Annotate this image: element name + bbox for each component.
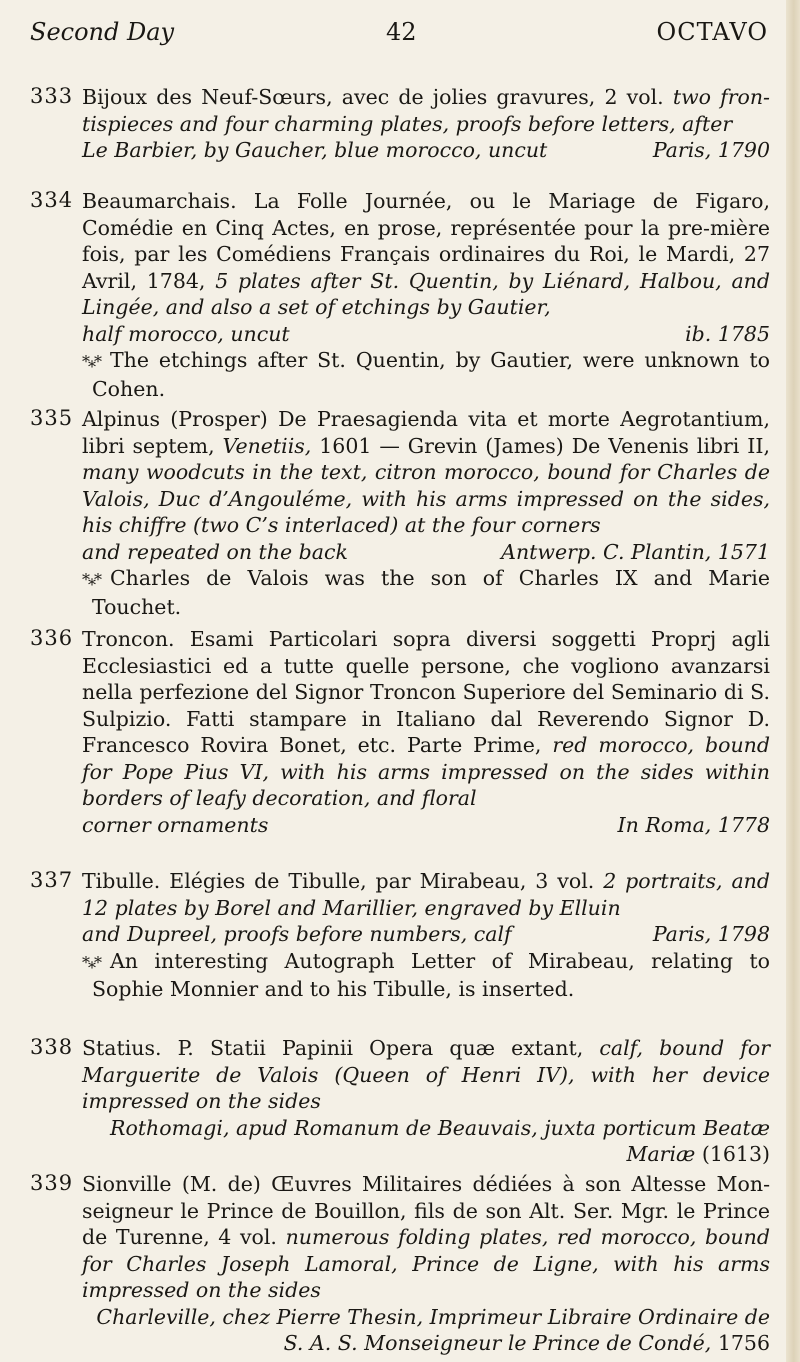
lot-details: numerous folding plates, red morocco, bound for Charles Joseph Lamoral, Prince de Ligne, with his arms impressed on the sides	[82, 1225, 770, 1302]
lot-entry	[30, 868, 770, 1003]
imprint-text: Paris, 1798	[652, 922, 770, 946]
lot-details: 5 plates after St. Quentin, by Liénard, Halbou, and Lingée, and also a set of etchings by Gautier,	[82, 268, 770, 319]
lot-description	[82, 188, 770, 402]
imprint-text: Rothomagi, apud Romanum de Beauvais, juxta porticum Beatæ Mariæ	[110, 1115, 770, 1166]
lot-description	[82, 84, 770, 164]
note-text: The etchings after St. Quentin, by Gautier, were unknown to Cohen.	[92, 348, 770, 401]
lot-description	[82, 626, 770, 838]
lot-title: Tibulle. Elégies de Tibulle, par Mirabeau, 3 vol.	[82, 869, 595, 893]
lot-details: 2 portraits, and 12 plates by Borel and Marillier, engraved by Elluin	[82, 869, 770, 920]
lot-entry	[30, 84, 770, 164]
lot-title: Troncon. Esami Particolari sopra diversi soggetti Proprj agli Ecclesiastici ed a tutte quelle persone, che vogliono avanzarsi nella perfezione del Signor Troncon Superiore del Seminario di S. Sulpizio. Fatti stampare in Italiano dal Reverendo Signor D. Francesco Rovira Bonet, etc. Parte Prime,	[82, 627, 770, 757]
imprint-line	[82, 1115, 770, 1168]
lot-details: two fron-tispieces and four charming plates, proofs before letters, after	[82, 85, 770, 136]
lot-entry	[30, 1035, 770, 1168]
lot-number: 333	[30, 84, 74, 108]
lot-entry	[30, 626, 770, 838]
imprint-year: (1613)	[701, 1142, 770, 1166]
lot-note	[82, 347, 770, 402]
lot-title: Sionville (M. de) Œuvres Militaires dédiées à son Altesse Mon-seigneur le Prince de Bouillon, fils de son Alt. Ser. Mgr. le Prince de Turenne, 4 vol.	[82, 1172, 770, 1249]
asterism-icon: *⁎*	[82, 952, 100, 972]
page-number: 42	[386, 18, 417, 46]
lot-details: red morocco, bound for Pope Pius VI, with his arms impressed on the sides within borders of leafy decoration, and floral	[82, 733, 770, 810]
imprint-line	[82, 321, 770, 348]
imprint-text: ib. 1785	[685, 321, 770, 346]
binding-text: half morocco, uncut	[82, 321, 290, 346]
lot-entry	[30, 188, 770, 402]
lot-number: 337	[30, 868, 74, 892]
lot-details: many woodcuts in the text, citron morocco, bound for Charles de Valois, Duc d’Angouléme, with his arms impressed on the sides, his chiffre (two C’s interlaced) at the four corners	[82, 460, 770, 537]
asterism-icon: *⁎*	[82, 570, 100, 589]
lot-description	[82, 406, 770, 620]
lot-number: 335	[30, 406, 74, 430]
imprint-year: 1756	[717, 1331, 770, 1355]
lot-note	[82, 565, 770, 620]
lot-number: 338	[30, 1035, 74, 1059]
day-label: Second Day	[30, 18, 175, 46]
imprint-text: Paris, 1790	[652, 138, 770, 162]
lot-number: 334	[30, 188, 74, 212]
lot-number: 336	[30, 626, 74, 650]
imprint-text: Antwerp. C. Plantin, 1571	[501, 539, 770, 564]
imprint-line	[82, 137, 770, 164]
lot-place: Venetiis,	[222, 433, 312, 458]
lot-entry	[30, 406, 770, 620]
imprint-line	[82, 1304, 770, 1357]
binding-text: and repeated on the back	[82, 539, 348, 564]
asterism-icon: *⁎*	[82, 352, 100, 371]
lot-details: calf, bound for Marguerite de Valois (Queen of Henri IV), with her device impressed on the sides	[82, 1036, 770, 1113]
lot-description	[82, 868, 770, 1003]
lot-entry	[30, 1171, 770, 1357]
page-edge-shadow	[786, 0, 800, 1362]
format-label: OCTAVO	[656, 18, 768, 46]
note-text: Charles de Valois was the son of Charles IX and Marie Touchet.	[92, 566, 770, 619]
note-text: An interesting Autograph Letter of Mirabeau, relating to Sophie Monnier and to his Tibulle, is inserted.	[92, 948, 770, 1001]
lot-description	[82, 1171, 770, 1357]
lot-title: Statius. P. Statii Papinii Opera quæ extant,	[82, 1036, 584, 1060]
lot-number: 339	[30, 1171, 74, 1195]
binding-text: Le Barbier, by Gaucher, blue morocco, uncut	[82, 138, 548, 162]
imprint-text: In Roma, 1778	[617, 812, 770, 837]
imprint-line	[82, 539, 770, 566]
imprint-line	[82, 921, 770, 948]
imprint-line	[82, 812, 770, 839]
lot-title: Beaumarchais. La Folle Journée, ou le Mariage de Figaro, Comédie en Cinq Actes, en prose, représentée pour la pre-mière fois, par les Comédiens Français ordinaires du Roi, le Mardi, 27 Avril, 1784,	[82, 189, 770, 293]
lot-description	[82, 1035, 770, 1168]
page-header	[30, 18, 768, 58]
lot-title: Bijoux des Neuf-Sœurs, avec de jolies gravures, 2 vol.	[82, 85, 664, 109]
lot-title-cont: 1601 — Grevin (James) De Venenis libri II,	[319, 433, 770, 458]
binding-text: and Dupreel, proofs before numbers, calf	[82, 922, 512, 946]
binding-text: corner ornaments	[82, 812, 269, 837]
lot-title: Alpinus (Prosper) De Praesagienda vita et morte Aegrotantium, libri septem,	[82, 407, 770, 458]
lot-note	[82, 948, 770, 1003]
imprint-text: Charleville, chez Pierre Thesin, Imprimeur Libraire Ordinaire de S. A. S. Monseigneur le Prince de Condé,	[96, 1304, 770, 1355]
